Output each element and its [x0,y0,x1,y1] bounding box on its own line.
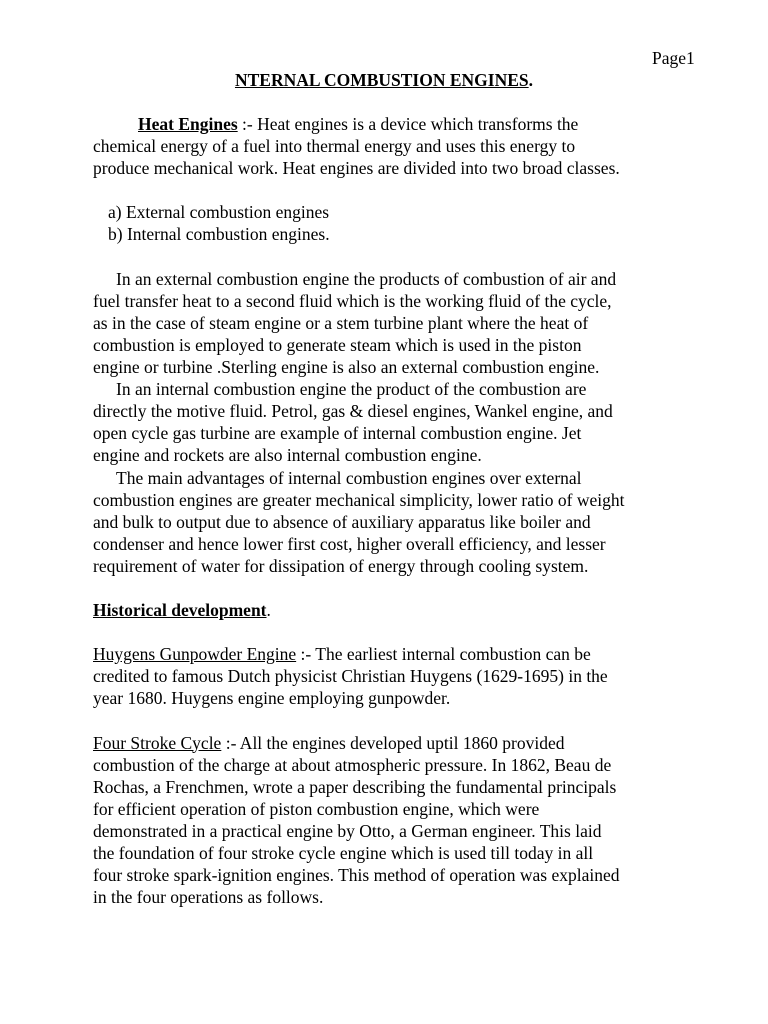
paragraph-line: and bulk to output due to absence of auxiliary apparatus like boiler and [93,511,591,532]
paragraph-line: combustion of the charge at about atmospheric pressure. In 1862, Beau de [93,754,612,775]
huygens-line [93,643,733,665]
blank-line [93,621,733,643]
document-body [93,113,733,908]
four-stroke-line [93,732,733,754]
huygens-text: :- The earliest internal combustion can be [296,644,591,665]
paragraph-line: the foundation of four stroke cycle engine which is used till today in all [93,843,594,864]
paragraph-line: fuel transfer heat to a second fluid which is the working fluid of the cycle, [93,290,612,311]
paragraph-line: engine and rockets are also internal combustion engine. [93,445,482,466]
blank-line [93,179,733,201]
paragraph-line: as in the case of steam engine or a stem turbine plant where the heat of [93,312,589,333]
paragraph-line: The main advantages of internal combustion engines over external [116,467,582,488]
paragraph-line: engine or turbine .Sterling engine is also an external combustion engine. [93,357,600,378]
list-item-internal: b) Internal combustion engines. [108,224,330,245]
paragraph-line: four stroke spark-ignition engines. This method of operation was explained [93,865,620,886]
huygens-heading: Huygens Gunpowder Engine [93,644,297,665]
historical-heading: Historical development [93,600,267,621]
paragraph-line: combustion is employed to generate steam which is used in the piston [93,334,582,355]
document-title-text: NTERNAL COMBUSTION ENGINES [234,70,529,90]
four-stroke-text: :- All the engines developed uptil 1860 provided [221,732,565,753]
paragraph-line: open cycle gas turbine are example of internal combustion engine. Jet [93,423,582,444]
paragraph-line: Rochas, a Frenchmen, wrote a paper describing the fundamental principals [93,776,617,797]
paragraph-line: demonstrated in a practical engine by Otto, a German engineer. This laid [93,821,602,841]
paragraph-line: requirement of water for dissipation of energy through cooling system. [93,555,589,576]
paragraph-line: In an internal combustion engine the product of the combustion are [116,379,587,400]
historical-heading-punct: . [266,600,271,621]
paragraph-line: directly the motive fluid. Petrol, gas & diesel engines, Wankel engine, and [93,401,613,422]
paragraph-line: credited to famous Dutch physicist Christian Huygens (1629-1695) in the [93,666,608,687]
page-number: Page1 [652,48,695,68]
document-title [0,69,768,91]
four-stroke-heading: Four Stroke Cycle [93,732,222,753]
paragraph-line: In an external combustion engine the products of combustion of air and [116,268,617,289]
historical-heading-line [93,599,733,621]
paragraph-line: in the four operations as follows. [93,887,324,908]
paragraph-line: chemical energy of a fuel into thermal energy and uses this energy to [93,136,576,157]
blank-line [93,710,733,732]
paragraph-line: year 1680. Huygens engine employing gunpowder. [93,688,451,709]
blank-line [93,246,733,268]
paragraph-line: produce mechanical work. Heat engines are divided into two broad classes. [93,158,620,179]
paragraph-line: combustion engines are greater mechanical simplicity, lower ratio of weight [93,489,625,510]
heat-engines-heading: Heat Engines [138,114,238,134]
blank-line [93,577,733,599]
document-title-punct: . [528,70,534,90]
list-item-external: a) External combustion engines [108,202,330,223]
heat-engines-text: :- Heat engines is a device which transforms the [237,114,579,134]
heat-engines-line [93,113,733,135]
paragraph-line: condenser and hence lower first cost, higher overall efficiency, and lesser [93,533,606,554]
paragraph-line: for efficient operation of piston combustion engine, which were [93,798,540,819]
